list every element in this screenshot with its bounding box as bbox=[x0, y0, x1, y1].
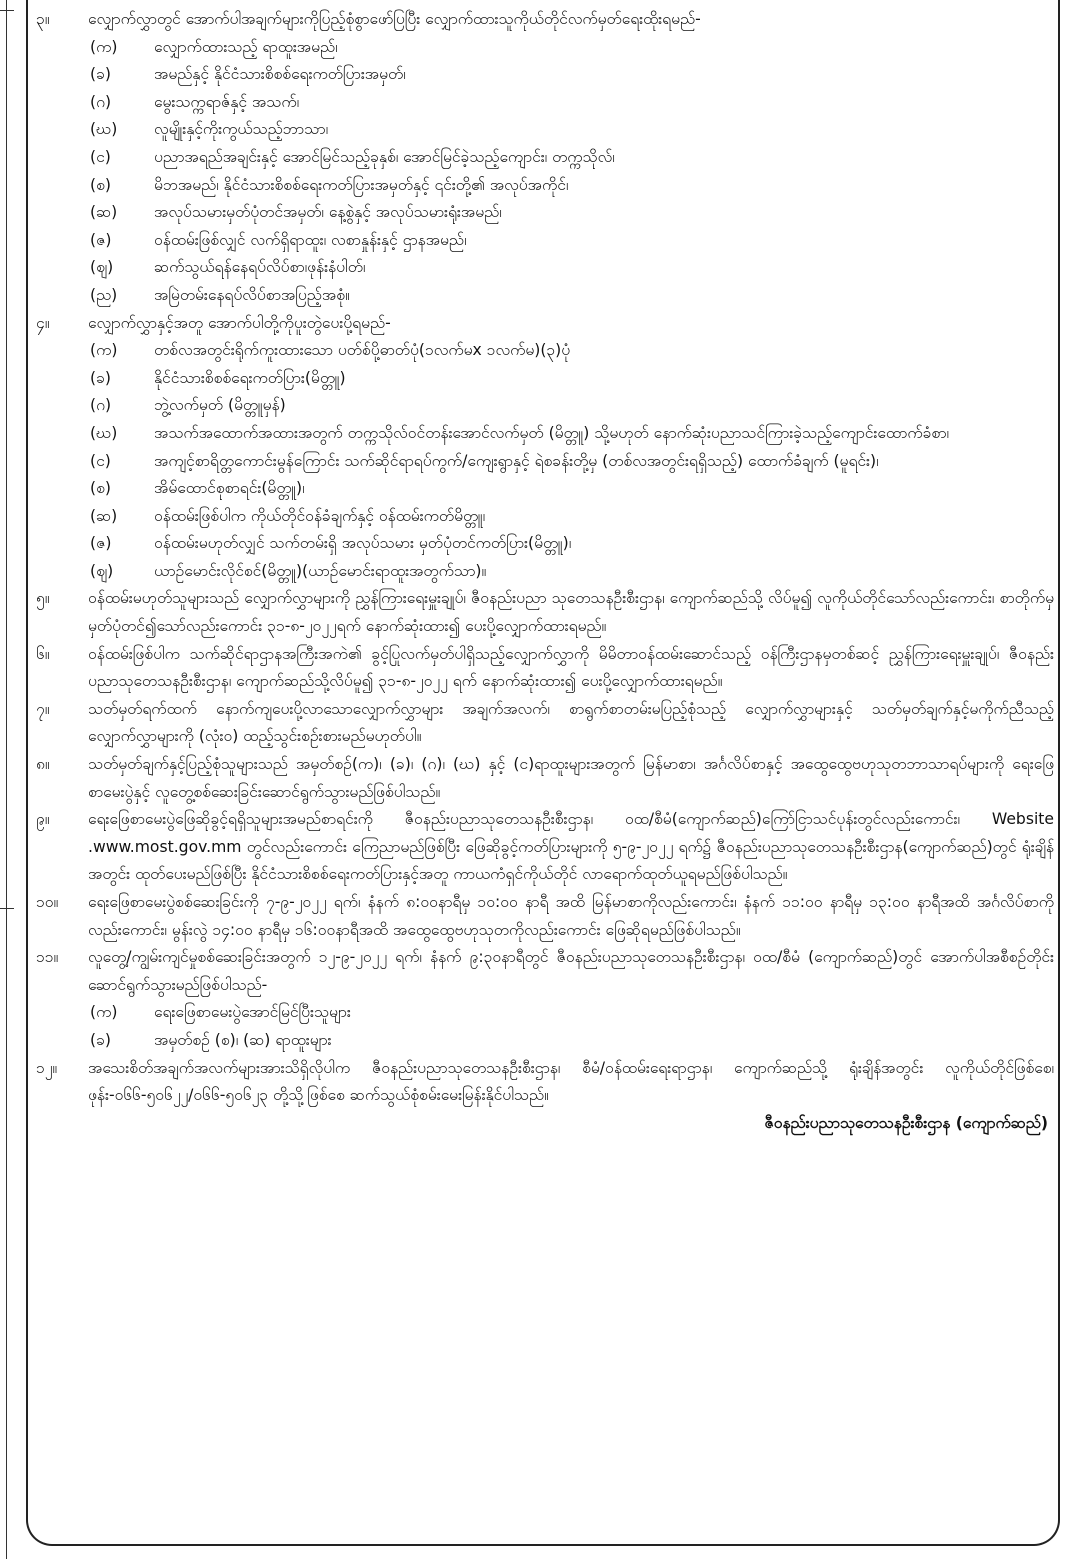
list-item-text: အသက်အထောက်အထားအတွက် တက္ကသိုလ်ဝင်တန်းအောင်လက်မှတ် (မိတ္တူ) သို့မဟုတ် နောက်ဆုံးပညာသင်ကြားခဲ့သည့်ကျောင်းထောက်ခံစာ၊ bbox=[154, 423, 950, 442]
announcement-body bbox=[36, 6, 1054, 1137]
list-item bbox=[36, 558, 1054, 586]
section-number: ၆။ bbox=[36, 644, 50, 663]
section-paragraph bbox=[36, 889, 1054, 944]
list-item-label: (ဆ) bbox=[90, 203, 118, 222]
list-item-text: နိုင်ငံသားစိစစ်ရေးကတ်ပြား(မိတ္တူ) bbox=[154, 368, 346, 387]
list-item-text: အကျင့်စာရိတ္တကောင်းမွန်ကြောင်း သက်ဆိုင်ရာရပ်ကွက်/ကျေးရွာနှင့် ရဲစခန်းတို့မှ (တစ်လအတွင်းရရှိသည့်) ထောက်ခံချက် (မူရင်း)၊ bbox=[154, 451, 879, 470]
list-item-text: ပညာအရည်အချင်းနှင့် အောင်မြင်သည့်ခုနှစ်၊ အောင်မြင်ခဲ့သည့်ကျောင်း၊ တက္ကသိုလ်၊ bbox=[154, 147, 615, 166]
list-item-text: လူမျိုးနှင့်ကိုးကွယ်သည့်ဘာသာ၊ bbox=[154, 120, 329, 139]
list-item-label: (င) bbox=[90, 147, 111, 166]
list-item-label: (င) bbox=[90, 451, 111, 470]
section-paragraph bbox=[36, 641, 1054, 696]
list-item bbox=[36, 144, 1054, 172]
list-item-label: (က) bbox=[90, 1003, 118, 1022]
section-text: လူတွေ့/ကျွမ်းကျင်မှုစစ်ဆေးခြင်းအတွက် ၁၂-၉-၂၀၂၂ ရက်၊ နံနက် ၉:၃၀နာရီတွင် ဇီဝနည်းပညာသုတေသနဦးစီးဌာန၊ ဝထ/စီမံ (ကျောက်ဆည်)တွင် အောက်ပါအစီစဉ်တိုင်း ဆောင်ရွက်သွားမည်ဖြစ်ပါသည်- bbox=[88, 948, 1054, 994]
section-number: ၅။ bbox=[36, 589, 50, 608]
section-text: ရေးဖြေစာမေးပွဲဖြေဆိုခွင့်ရရှိသူများအမည်စာရင်းကို ဇီဝနည်းပညာသုတေသနဦးစီးဌာန၊ ဝထ/စီမံ(ကျောက်ဆည်)ကြော်ငြာသင်ပုန်းတွင်လည်းကောင်း၊ Website .www.most.gov.mm တွင်လည်းကောင်း ကြေညာမည်ဖြစ်ပြီး ဖြေဆိုခွင့်ကတ်ပြားများကို ၅-၉-၂၀၂၂ ရက်၌ ဇီဝနည်းပညာသုတေသနဦးစီးဌာန(ကျောက်ဆည်)တွင် ရုံးချိန်အတွင်း ထုတ်ပေးမည်ဖြစ်ပြီး နိုင်ငံသားစိစစ်ရေးကတ်ပြားနှင့်အတူ ကာယကံရှင်ကိုယ်တိုင် လာရောက်ထုတ်ယူရမည်ဖြစ်ပါသည်။ bbox=[88, 810, 1054, 884]
margin-tick-top bbox=[0, 10, 14, 11]
list-item bbox=[36, 475, 1054, 503]
list-item-text: အမြဲတမ်းနေရပ်လိပ်စာအပြည့်အစုံ။ bbox=[154, 285, 350, 304]
list-item-text: အမှတ်စဉ် (စ)၊ (ဆ) ရာထူးများ bbox=[154, 1030, 332, 1049]
section-text: ဝန်ထမ်းဖြစ်ပါက သက်ဆိုင်ရာဌာနအကြီးအကဲ၏ ခွင့်ပြုလက်မှတ်ပါရှိသည့်လျှောက်လွှာကို မိမိတာဝန်ထမ်းဆောင်သည့် ဝန်ကြီးဌာနမှတစ်ဆင့် ညွှန်ကြားရေးမှူးချုပ်၊ ဇီဝနည်းပညာသုတေသနဦးစီးဌာန၊ ကျောက်ဆည်သို့လိပ်မူ၍ ၃၁-၈-၂၀၂၂ ရက် နောက်ဆုံးထား၍ ပေးပို့လျှောက်ထားရမည်။ bbox=[88, 644, 1054, 691]
section-number: ၃။ bbox=[36, 10, 50, 28]
issuer-signature: ဇီဝနည်းပညာသုတေသနဦးစီးဌာန (ကျောက်ဆည်) bbox=[764, 1113, 1048, 1132]
list-item-label: (ည) bbox=[90, 285, 118, 304]
list-item bbox=[36, 227, 1054, 255]
section-text: ရေးဖြေစာမေးပွဲစစ်ဆေးခြင်းကို ၇-၉-၂၀၂၂ ရက်၊ နံနက် ၈:၀၀နာရီမှ ၁၀:၀၀ နာရီ အထိ မြန်မာစာကိုလည်းကောင်း၊ နံနက် ၁၁:၀၀ နာရီမှ ၁၃:၀၀ နာရီအထိ အင်္ဂလိပ်စာကိုလည်းကောင်း၊ မွန်းလွဲ ၁၄:၀၀ နာရီမှ ၁၆:၀၀နာရီအထိ အထွေထွေဗဟုသုတကိုလည်းကောင်း ဖြေဆိုရမည်ဖြစ်ပါသည်။ bbox=[88, 893, 1054, 939]
list-item-text: တစ်လအတွင်းရိုက်ကူးထားသော ပတ်စ်ပို့ဓာတ်ပုံ(၁လက်မx ၁လက်မ)(၃)ပုံ bbox=[154, 341, 571, 360]
list-item bbox=[36, 448, 1054, 476]
list-item-text: ဆက်သွယ်ရန်နေရပ်လိပ်စာ၊ဖုန်းနံပါတ်၊ bbox=[154, 258, 366, 277]
list-item bbox=[36, 530, 1054, 558]
list-item bbox=[36, 503, 1054, 531]
list-item-label: (ဇ) bbox=[90, 534, 112, 553]
list-item-label: (ဈ) bbox=[90, 258, 114, 277]
list-item-label: (ဇ) bbox=[90, 230, 112, 249]
list-item-text: ဘွဲ့လက်မှတ် (မိတ္တူမှန်) bbox=[154, 396, 286, 415]
list-item-label: (က) bbox=[90, 341, 118, 360]
list-item bbox=[36, 1027, 1054, 1055]
list-item bbox=[36, 199, 1054, 227]
list-item bbox=[36, 116, 1054, 144]
list-item-label: (ခ) bbox=[90, 1030, 111, 1049]
section-paragraph bbox=[36, 696, 1054, 751]
section-text: အသေးစိတ်အချက်အလက်များအားသိရှိလိုပါက ဇီဝနည်းပညာသုတေသနဦးစီးဌာန၊ စီမံ/ဝန်ထမ်းရေးရာဌာန၊ ကျောက်ဆည်သို့ ရုံးချိန်အတွင်း လူကိုယ်တိုင်ဖြစ်စေ၊ ဖုန်း-၀၆၆-၅၀၆၂၂/၀၆၆-၅၀၆၂၃ တို့သို့ဖြစ်စေ ဆက်သွယ်စုံစမ်းမေးမြန်းနိုင်ပါသည်။ bbox=[88, 1058, 1054, 1105]
list-item bbox=[36, 254, 1054, 282]
section-number: ၁၁။ bbox=[36, 948, 59, 967]
list-item bbox=[36, 337, 1054, 365]
left-margin-line bbox=[6, 0, 7, 1559]
list-item-text: မွေးသက္ကရာဇ်နှင့် အသက်၊ bbox=[154, 92, 300, 111]
list-item-text: ဝန်ထမ်းမဟုတ်လျှင် သက်တမ်းရှိ အလုပ်သမား မှတ်ပုံတင်ကတ်ပြား(မိတ္တူ)၊ bbox=[154, 534, 572, 553]
section-paragraph bbox=[36, 751, 1054, 806]
list-item-text: ယာဉ်မောင်းလိုင်စင်(မိတ္တူ)(ယာဉ်မောင်းရာထူးအတွက်သာ)။ bbox=[154, 561, 487, 580]
list-item-label: (ဃ) bbox=[90, 120, 118, 139]
list-item-label: (စ) bbox=[90, 479, 111, 498]
list-item-text: အလုပ်သမားမှတ်ပုံတင်အမှတ်၊ နေ့စွဲနှင့် အလုပ်သမားရုံးအမည်၊ bbox=[154, 203, 502, 222]
section-number: ၉။ bbox=[36, 810, 50, 829]
list-item bbox=[36, 61, 1054, 89]
section-number: ၁၀။ bbox=[36, 893, 59, 911]
section-text: ဝန်ထမ်းမဟုတ်သူများသည် လျှောက်လွှာများကို ညွှန်ကြားရေးမှူးချုပ်၊ ဇီဝနည်းပညာ သုတေသနဦးစီးဌာန၊ ကျောက်ဆည်သို့ လိပ်မူ၍ လူကိုယ်တိုင်သော်လည်းကောင်း၊ စာတိုက်မှမှတ်ပုံတင်၍သော်လည်းကောင်း ၃၁-၈-၂၀၂၂ရက် နောက်ဆုံးထား၍ ပေးပို့လျှောက်ထားရမည်။ bbox=[88, 589, 1054, 636]
section-text: လျှောက်လွှာနှင့်အတူ အောက်ပါတို့ကိုပူးတွဲပေးပို့ရမည်- bbox=[88, 313, 391, 332]
section-number: ၇။ bbox=[36, 699, 50, 718]
section-number: ၄။ bbox=[36, 313, 50, 332]
list-item-text: အိမ်ထောင်စုစာရင်း(မိတ္တူ)၊ bbox=[154, 479, 305, 498]
list-item-label: (ဆ) bbox=[90, 506, 118, 525]
section-paragraph bbox=[36, 1055, 1054, 1110]
list-item-label: (ခ) bbox=[90, 368, 111, 387]
section-paragraph bbox=[36, 585, 1054, 640]
list-item-text: လျှောက်ထားသည့် ရာထူးအမည်၊ bbox=[154, 37, 338, 56]
section-number: ၁၂။ bbox=[36, 1058, 58, 1077]
list-item bbox=[36, 365, 1054, 393]
section-number: ၈။ bbox=[36, 755, 50, 774]
margin-tick-middle bbox=[0, 908, 14, 909]
list-item bbox=[36, 89, 1054, 117]
list-item bbox=[36, 999, 1054, 1027]
list-item bbox=[36, 172, 1054, 200]
list-item bbox=[36, 282, 1054, 310]
list-item-label: (စ) bbox=[90, 175, 111, 194]
list-item-label: (က) bbox=[90, 37, 118, 56]
list-item-label: (ဂ) bbox=[90, 92, 112, 111]
list-item-label: (ခ) bbox=[90, 65, 111, 84]
list-item-text: ဝန်ထမ်းဖြစ်ပါက ကိုယ်တိုင်ဝန်ခံချက်နှင့် ဝန်ထမ်းကတ်မိတ္တူ၊ bbox=[154, 506, 486, 525]
section-paragraph bbox=[36, 310, 1054, 338]
section-text: သတ်မှတ်ရက်ထက် နောက်ကျပေးပို့လာသောလျှောက်လွှာများ အချက်အလက်၊ စာရွက်စာတမ်းမပြည့်စုံသည့် လျှောက်လွှာများနှင့် သတ်မှတ်ချက်နှင့်မကိုက်ညီသည့် လျှောက်လွှာများကို (လုံးဝ) ထည့်သွင်းစဉ်းစားမည်မဟုတ်ပါ။ bbox=[88, 699, 1054, 746]
list-item bbox=[36, 420, 1054, 448]
list-item-label: (ဂ) bbox=[90, 396, 112, 415]
section-text: လျှောက်လွှာတွင် အောက်ပါအချက်များကိုပြည့်စုံစွာဖော်ပြပြီး လျှောက်ထားသူကိုယ်တိုင်လက်မှတ်ရေးထိုးရမည်- bbox=[88, 10, 701, 28]
list-item-label: (ဃ) bbox=[90, 423, 118, 442]
list-item-text: အမည်နှင့် နိုင်ငံသားစိစစ်ရေးကတ်ပြားအမှတ်၊ bbox=[154, 65, 406, 84]
section-paragraph bbox=[36, 806, 1054, 889]
list-item-text: ဝန်ထမ်းဖြစ်လျှင် လက်ရှိရာထူး၊ လစာနှုန်းနှင့် ဌာနအမည်၊ bbox=[154, 230, 467, 249]
list-item bbox=[36, 392, 1054, 420]
section-paragraph bbox=[36, 6, 1054, 34]
list-item-text: ရေးဖြေစာမေးပွဲအောင်မြင်ပြီးသူများ bbox=[154, 1003, 351, 1022]
list-item bbox=[36, 34, 1054, 62]
list-item-text: မိဘအမည်၊ နိုင်ငံသားစိစစ်ရေးကတ်ပြားအမှတ်နှင့် ၎င်းတို့၏ အလုပ်အကိုင်၊ bbox=[154, 175, 569, 194]
section-paragraph bbox=[36, 944, 1054, 999]
list-item-label: (ဈ) bbox=[90, 561, 114, 580]
section-text: သတ်မှတ်ချက်နှင့်ပြည့်စုံသူများသည် အမှတ်စဉ်(က)၊ (ခ)၊ (ဂ)၊ (ဃ) နှင့် (င)ရာထူးများအတွက် မြန်မာစာ၊ အင်္ဂလိပ်စာနှင့် အထွေထွေဗဟုသုတဘာသာရပ်များကို ရေးဖြေစာမေးပွဲနှင့် လူတွေ့စစ်ဆေးခြင်းဆောင်ရွက်သွားမည်ဖြစ်ပါသည်။ bbox=[88, 755, 1054, 801]
